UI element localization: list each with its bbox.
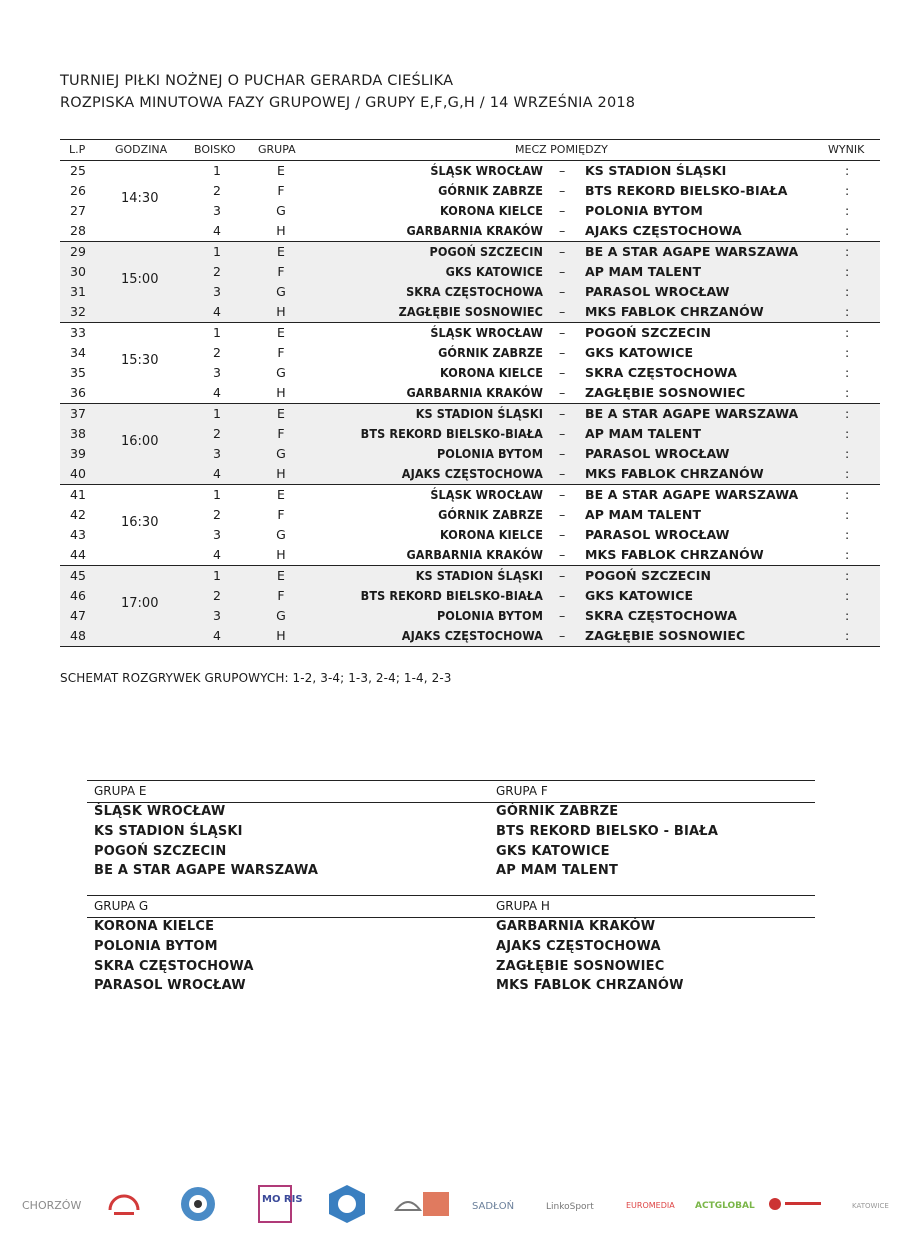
away-team: AP MAM TALENT — [585, 507, 702, 522]
groups-gh-header — [87, 895, 815, 918]
away-team: MKS FABLOK CHRZANÓW — [585, 466, 764, 481]
match-group: G — [276, 203, 286, 218]
match-group: E — [277, 163, 285, 178]
match-row — [60, 383, 880, 403]
match-group: F — [277, 588, 285, 603]
away-team: PARASOL WROCŁAW — [585, 284, 730, 299]
match-result: : — [845, 446, 850, 461]
match-number: 38 — [70, 426, 86, 441]
groups-ef-header — [87, 780, 815, 803]
block-time: 14:30 — [121, 191, 159, 206]
match-result: : — [845, 628, 850, 643]
match-group: G — [276, 284, 286, 299]
home-team: ZAGŁĘBIE SOSNOWIEC — [398, 304, 543, 319]
home-team: BTS REKORD BIELSKO-BIAŁA — [360, 426, 543, 441]
away-team: BE A STAR AGAPE WARSZAWA — [585, 244, 799, 259]
match-dash: – — [559, 264, 566, 279]
groups-gh — [87, 895, 815, 994]
match-dash: – — [559, 244, 566, 259]
actglobal-logo — [695, 1201, 755, 1211]
match-dash: – — [559, 385, 566, 400]
home-team: GARBARNIA KRAKÓW — [406, 385, 543, 400]
match-group: G — [276, 608, 286, 623]
match-result: : — [845, 304, 850, 319]
home-team: GÓRNIK ZABRZE — [438, 183, 543, 198]
match-dash: – — [559, 446, 566, 461]
match-pitch: 3 — [213, 203, 221, 218]
match-pitch: 4 — [213, 385, 221, 400]
match-row — [60, 586, 880, 606]
home-team: KS STADION ŚLĄSKI — [415, 568, 543, 583]
match-number: 33 — [70, 325, 86, 340]
sponsor-red-arc-logo — [110, 1196, 138, 1215]
match-result: : — [845, 608, 850, 623]
match-group: F — [277, 264, 285, 279]
header-boisko: BOISKO — [194, 143, 236, 156]
team-name: KS STADION ŚLĄSKI — [94, 823, 243, 839]
block-time: 16:00 — [121, 434, 159, 449]
match-result: : — [845, 345, 850, 360]
match-dash: – — [559, 507, 566, 522]
away-team: AJAKS CZĘSTOCHOWA — [585, 223, 742, 238]
sponsor-logos-strip — [0, 1180, 898, 1230]
header-grupa: GRUPA — [258, 143, 296, 156]
away-team: ZAGŁĘBIE SOSNOWIEC — [585, 385, 746, 400]
home-team: KS STADION ŚLĄSKI — [415, 406, 543, 421]
match-number: 26 — [70, 183, 86, 198]
home-team: GARBARNIA KRAKÓW — [406, 547, 543, 562]
katowice-logo — [852, 1202, 889, 1210]
match-number: 28 — [70, 223, 86, 238]
match-group: H — [276, 385, 286, 400]
match-group: F — [277, 345, 285, 360]
time-block — [60, 242, 880, 323]
home-team: ŚLĄSK WROCŁAW — [430, 487, 543, 502]
match-row — [60, 404, 880, 424]
match-row — [60, 424, 880, 444]
schedule-table — [60, 139, 880, 647]
home-team: KORONA KIELCE — [440, 203, 543, 218]
match-group: E — [277, 244, 285, 259]
match-pitch: 2 — [213, 345, 221, 360]
match-pitch: 4 — [213, 223, 221, 238]
match-number: 35 — [70, 365, 86, 380]
match-dash: – — [559, 628, 566, 643]
home-team: POLONIA BYTOM — [436, 608, 543, 623]
team-name: ZAGŁĘBIE SOSNOWIEC — [496, 958, 665, 974]
match-group: G — [276, 365, 286, 380]
match-number: 42 — [70, 507, 86, 522]
match-pitch: 1 — [213, 487, 221, 502]
match-pitch: 3 — [213, 284, 221, 299]
match-group: G — [276, 527, 286, 542]
match-row — [60, 545, 880, 565]
match-group: E — [277, 406, 285, 421]
match-group: H — [276, 223, 286, 238]
block-time: 16:30 — [121, 515, 159, 530]
match-result: : — [845, 244, 850, 259]
time-block — [60, 485, 880, 566]
away-team: BE A STAR AGAPE WARSZAWA — [585, 406, 799, 421]
match-dash: – — [559, 568, 566, 583]
header-mecz: MECZ POMIĘDZY — [515, 143, 608, 156]
match-group: E — [277, 325, 285, 340]
match-pitch: 1 — [213, 163, 221, 178]
match-pitch: 1 — [213, 325, 221, 340]
home-team: GÓRNIK ZABRZE — [438, 345, 543, 360]
home-team: POLONIA BYTOM — [436, 446, 543, 461]
match-number: 43 — [70, 527, 86, 542]
match-result: : — [845, 325, 850, 340]
linkosport-logo-text: LinkoSport — [546, 1202, 594, 1212]
match-row — [60, 282, 880, 302]
match-group: E — [277, 487, 285, 502]
team-name: POLONIA BYTOM — [94, 938, 218, 954]
euromedia-logo-text: EUROMEDIA — [626, 1201, 675, 1210]
match-dash: – — [559, 203, 566, 218]
match-pitch: 4 — [213, 628, 221, 643]
block-time: 15:00 — [121, 272, 159, 287]
match-dash: – — [559, 304, 566, 319]
block-time: 15:30 — [121, 353, 159, 368]
groups-ef — [87, 780, 815, 879]
match-group: F — [277, 426, 285, 441]
match-pitch: 2 — [213, 264, 221, 279]
team-name: GKS KATOWICE — [496, 843, 610, 859]
away-team: GKS KATOWICE — [585, 588, 694, 603]
match-number: 37 — [70, 406, 86, 421]
match-number: 30 — [70, 264, 86, 279]
schedule-scheme: SCHEMAT ROZGRYWEK GRUPOWYCH: 1-2, 3-4; 1-3, 2-4; 1-4, 2-3 — [60, 671, 452, 685]
time-block — [60, 161, 880, 242]
match-pitch: 3 — [213, 446, 221, 461]
header-wynik: WYNIK — [828, 143, 865, 156]
home-team: GARBARNIA KRAKÓW — [406, 223, 543, 238]
group-h-teams — [496, 919, 684, 998]
match-number: 39 — [70, 446, 86, 461]
match-row — [60, 181, 880, 201]
pzpn-logo — [769, 1198, 821, 1210]
group-f-label: GRUPA F — [496, 784, 548, 798]
header-godzina: GODZINA — [115, 143, 168, 156]
match-dash: – — [559, 487, 566, 502]
away-team: KS STADION ŚLĄSKI — [585, 163, 727, 178]
match-pitch: 3 — [213, 527, 221, 542]
home-team: SKRA CZĘSTOCHOWA — [406, 284, 543, 299]
team-name: AP MAM TALENT — [496, 863, 619, 879]
away-team: BTS REKORD BIELSKO-BIAŁA — [585, 183, 788, 198]
chorzow-logo — [22, 1199, 81, 1212]
home-team: ŚLĄSK WROCŁAW — [430, 325, 543, 340]
match-dash: – — [559, 527, 566, 542]
team-name: PARASOL WROCŁAW — [94, 978, 246, 994]
home-team: AJAKS CZĘSTOCHOWA — [401, 628, 543, 643]
away-team: SKRA CZĘSTOCHOWA — [585, 608, 738, 623]
match-row — [60, 262, 880, 282]
away-team: PARASOL WROCŁAW — [585, 446, 730, 461]
match-result: : — [845, 264, 850, 279]
match-dash: – — [559, 426, 566, 441]
match-group: F — [277, 183, 285, 198]
team-name: AJAKS CZĘSTOCHOWA — [496, 938, 661, 954]
match-pitch: 3 — [213, 608, 221, 623]
home-team: GKS KATOWICE — [445, 264, 543, 279]
match-number: 31 — [70, 284, 86, 299]
team-name: GÓRNIK ZABRZE — [496, 804, 619, 819]
home-team: BTS REKORD BIELSKO-BIAŁA — [360, 588, 543, 603]
match-dash: – — [559, 223, 566, 238]
sponsor-logos — [0, 1180, 898, 1230]
match-number: 46 — [70, 588, 86, 603]
time-block — [60, 323, 880, 404]
team-name: SKRA CZĘSTOCHOWA — [94, 958, 254, 974]
actglobal-logo-text: ACTGLOBAL — [695, 1201, 755, 1211]
match-result: : — [845, 406, 850, 421]
match-number: 34 — [70, 345, 86, 360]
group-e-teams — [94, 804, 318, 883]
match-dash: – — [559, 365, 566, 380]
schedule-body — [60, 161, 880, 647]
match-row — [60, 505, 880, 525]
match-result: : — [845, 223, 850, 238]
away-team: PARASOL WROCŁAW — [585, 527, 730, 542]
match-pitch: 3 — [213, 365, 221, 380]
away-team: MKS FABLOK CHRZANÓW — [585, 547, 764, 562]
match-dash: – — [559, 588, 566, 603]
time-block — [60, 566, 880, 647]
home-team: ŚLĄSK WROCŁAW — [430, 163, 543, 178]
match-group: H — [276, 547, 286, 562]
match-row — [60, 485, 880, 505]
team-name: POGOŃ SZCZECIN — [94, 843, 227, 859]
match-group: H — [276, 304, 286, 319]
group-g-label: GRUPA G — [94, 899, 149, 913]
away-team: BE A STAR AGAPE WARSZAWA — [585, 487, 799, 502]
group-g-teams — [94, 919, 254, 998]
match-result: : — [845, 466, 850, 481]
away-team: POGOŃ SZCZECIN — [585, 568, 712, 583]
team-name: KORONA KIELCE — [94, 919, 215, 934]
match-dash: – — [559, 345, 566, 360]
group-e-label: GRUPA E — [94, 784, 147, 798]
match-pitch: 2 — [213, 507, 221, 522]
home-team: KORONA KIELCE — [440, 365, 543, 380]
linkosport-logo — [546, 1202, 594, 1212]
time-block — [60, 404, 880, 485]
team-name: BTS REKORD BIELSKO - BIAŁA — [496, 823, 719, 839]
match-row — [60, 201, 880, 221]
match-dash: – — [559, 608, 566, 623]
away-team: SKRA CZĘSTOCHOWA — [585, 365, 738, 380]
match-pitch: 1 — [213, 406, 221, 421]
block-time: 17:00 — [121, 596, 159, 611]
match-number: 45 — [70, 568, 86, 583]
match-row — [60, 566, 880, 586]
home-team: GÓRNIK ZABRZE — [438, 507, 543, 522]
away-team: POGOŃ SZCZECIN — [585, 325, 712, 340]
match-result: : — [845, 487, 850, 502]
away-team: AP MAM TALENT — [585, 426, 702, 441]
match-dash: – — [559, 325, 566, 340]
red-square-logo — [423, 1192, 449, 1216]
match-number: 40 — [70, 466, 86, 481]
match-result: : — [845, 284, 850, 299]
match-group: H — [276, 466, 286, 481]
match-result: : — [845, 385, 850, 400]
match-pitch: 1 — [213, 244, 221, 259]
match-group: F — [277, 507, 285, 522]
team-name: MKS FABLOK CHRZANÓW — [496, 978, 684, 994]
stadium-logo — [396, 1202, 420, 1210]
away-team: AP MAM TALENT — [585, 264, 702, 279]
ruch-chorzow-logo — [329, 1185, 365, 1223]
schedule-header — [60, 139, 880, 161]
match-row — [60, 525, 880, 545]
match-group: G — [276, 446, 286, 461]
match-dash: – — [559, 547, 566, 562]
sadlon-logo-text: SADŁOŃ — [472, 1201, 515, 1212]
moris-logo — [259, 1186, 303, 1222]
match-result: : — [845, 163, 850, 178]
match-result: : — [845, 568, 850, 583]
match-number: 32 — [70, 304, 86, 319]
team-name: BE A STAR AGAPE WARSZAWA — [94, 863, 319, 879]
home-team: AJAKS CZĘSTOCHOWA — [401, 466, 543, 481]
katowice-logo-text: KATOWICE — [852, 1202, 889, 1210]
sadlon-logo — [472, 1199, 514, 1212]
home-team: KORONA KIELCE — [440, 527, 543, 542]
euromedia-logo — [626, 1201, 675, 1210]
match-row — [60, 242, 880, 262]
match-number: 41 — [70, 487, 86, 502]
away-team: ZAGŁĘBIE SOSNOWIEC — [585, 628, 746, 643]
header-lp: L.P — [69, 143, 86, 156]
match-number: 29 — [70, 244, 86, 259]
match-row — [60, 161, 880, 181]
away-team: MKS FABLOK CHRZANÓW — [585, 304, 764, 319]
match-row — [60, 606, 880, 626]
match-pitch: 1 — [213, 568, 221, 583]
match-dash: – — [559, 284, 566, 299]
moris-logo-text: MO RIS — [262, 1194, 303, 1205]
match-row — [60, 221, 880, 241]
match-result: : — [845, 507, 850, 522]
match-number: 48 — [70, 628, 86, 643]
match-number: 25 — [70, 163, 86, 178]
match-pitch: 2 — [213, 183, 221, 198]
away-team: GKS KATOWICE — [585, 345, 694, 360]
match-dash: – — [559, 466, 566, 481]
match-pitch: 4 — [213, 466, 221, 481]
match-result: : — [845, 588, 850, 603]
match-result: : — [845, 547, 850, 562]
match-result: : — [845, 203, 850, 218]
team-name: ŚLĄSK WROCŁAW — [94, 804, 226, 819]
match-number: 44 — [70, 547, 86, 562]
group-f-teams — [496, 804, 718, 883]
document-title: TURNIEJ PIŁKI NOŻNEJ O PUCHAR GERARDA CIEŚLIKA — [60, 73, 454, 89]
team-name: GARBARNIA KRAKÓW — [496, 919, 656, 934]
match-row — [60, 363, 880, 383]
home-team: POGOŃ SZCZECIN — [429, 244, 543, 259]
match-dash: – — [559, 183, 566, 198]
chorzow-logo-text: CHORZÓW — [22, 1199, 82, 1212]
match-row — [60, 444, 880, 464]
match-result: : — [845, 365, 850, 380]
match-group: E — [277, 568, 285, 583]
match-row — [60, 343, 880, 363]
match-number: 36 — [70, 385, 86, 400]
match-result: : — [845, 527, 850, 542]
match-row — [60, 626, 880, 646]
match-dash: – — [559, 406, 566, 421]
match-result: : — [845, 426, 850, 441]
match-pitch: 2 — [213, 426, 221, 441]
football-badge-logo — [181, 1187, 215, 1221]
match-result: : — [845, 183, 850, 198]
match-number: 27 — [70, 203, 86, 218]
away-team: POLONIA BYTOM — [585, 203, 703, 218]
match-row — [60, 464, 880, 484]
match-number: 47 — [70, 608, 86, 623]
match-pitch: 4 — [213, 304, 221, 319]
match-row — [60, 323, 880, 343]
match-group: H — [276, 628, 286, 643]
match-pitch: 4 — [213, 547, 221, 562]
match-dash: – — [559, 163, 566, 178]
group-h-label: GRUPA H — [496, 899, 550, 913]
match-pitch: 2 — [213, 588, 221, 603]
document-subtitle: ROZPISKA MINUTOWA FAZY GRUPOWEJ / GRUPY E,F,G,H / 14 WRZEŚNIA 2018 — [60, 95, 636, 111]
match-row — [60, 302, 880, 322]
